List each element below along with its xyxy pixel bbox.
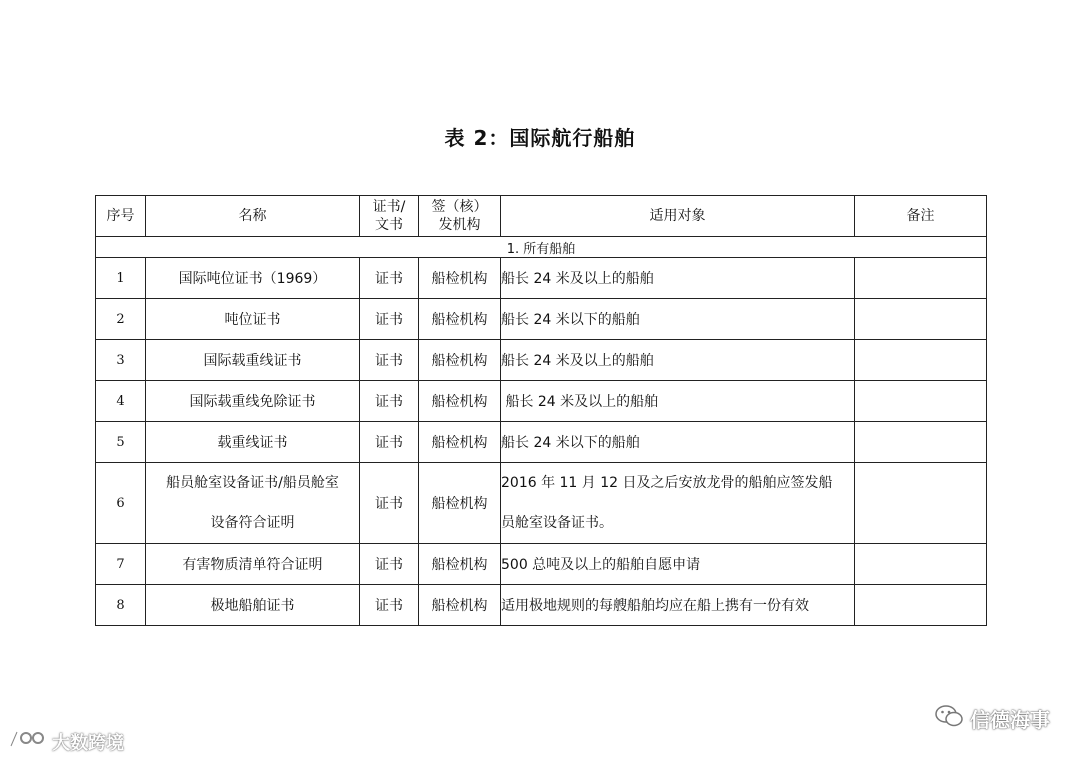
header-name: 名称 [146, 196, 360, 237]
cell-name: 国际载重线证书 [146, 340, 360, 381]
watermark-right-text: 信德海事 [970, 708, 1050, 732]
cell-remark [855, 258, 987, 299]
cell-issuer: 船检机构 [419, 585, 501, 626]
cell-type: 证书 [360, 258, 419, 299]
header-no: 序号 [96, 196, 146, 237]
cell-scope: 船长 24 米以下的船舶 [501, 422, 855, 463]
cell-remark [855, 585, 987, 626]
cell-issuer: 船检机构 [419, 299, 501, 340]
page-title: 表 2：国际航行船舶 [444, 126, 636, 150]
cell-no: 7 [96, 544, 146, 585]
cell-scope: 船长 24 米以下的船舶 [501, 299, 855, 340]
watermark-left-text: 大数跨境 [52, 732, 124, 754]
cell-type: 证书 [360, 340, 419, 381]
brand-logo-icon [8, 728, 48, 755]
cell-type: 证书 [360, 585, 419, 626]
cell-issuer: 船检机构 [419, 381, 501, 422]
cell-type: 证书 [360, 422, 419, 463]
cell-no: 8 [96, 585, 146, 626]
wechat-icon [934, 703, 964, 734]
cell-issuer: 船检机构 [419, 463, 501, 544]
table-row [96, 544, 987, 585]
table-row [96, 340, 987, 381]
cell-no: 5 [96, 422, 146, 463]
cell-no: 3 [96, 340, 146, 381]
cell-issuer: 船检机构 [419, 258, 501, 299]
header-issuer-line2: 发机构 [438, 217, 481, 233]
table-row [96, 258, 987, 299]
table-header-row [96, 196, 987, 237]
cell-name: 国际载重线免除证书 [146, 381, 360, 422]
header-issuer-line1: 签（核） [431, 199, 488, 215]
cell-issuer: 船检机构 [419, 544, 501, 585]
cell-remark [855, 381, 987, 422]
cell-no: 2 [96, 299, 146, 340]
cell-remark [855, 299, 987, 340]
cell-scope [501, 463, 855, 544]
header-type [360, 196, 419, 237]
section-row [96, 237, 987, 258]
cell-type: 证书 [360, 381, 419, 422]
watermark-right [934, 703, 1050, 734]
cell-name: 载重线证书 [146, 422, 360, 463]
header-issuer [419, 196, 501, 237]
cell-scope: 船长 24 米及以上的船舶 [501, 258, 855, 299]
cell-type: 证书 [360, 463, 419, 544]
cell-issuer: 船检机构 [419, 340, 501, 381]
cell-remark [855, 422, 987, 463]
table-row [96, 422, 987, 463]
cell-scope: 船长 24 米及以上的船舶 [501, 381, 855, 422]
cell-scope: 船长 24 米及以上的船舶 [501, 340, 855, 381]
certificate-table [95, 195, 987, 626]
table-row [96, 299, 987, 340]
cell-no: 6 [96, 463, 146, 544]
cell-remark [855, 463, 987, 544]
cell-type: 证书 [360, 299, 419, 340]
header-type-line1: 证书/ [372, 199, 406, 215]
cell-name: 极地船舶证书 [146, 585, 360, 626]
cell-name: 吨位证书 [146, 299, 360, 340]
header-remark: 备注 [855, 196, 987, 237]
cell-name: 有害物质清单符合证明 [146, 544, 360, 585]
cell-remark [855, 544, 987, 585]
cell-scope: 500 总吨及以上的船舶自愿申请 [501, 544, 855, 585]
cell-type: 证书 [360, 544, 419, 585]
table-row [96, 585, 987, 626]
cell-remark [855, 340, 987, 381]
watermark-left [8, 728, 124, 755]
cell-name-line2: 设备符合证明 [210, 515, 295, 531]
section-title: 1. 所有船舶 [96, 237, 987, 258]
cell-name [146, 463, 360, 544]
cell-scope-line2: 员舱室设备证书。 [501, 515, 613, 531]
cell-no: 1 [96, 258, 146, 299]
cell-scope-line1: 2016 年 11 月 12 日及之后安放龙骨的船舶应签发船 [501, 475, 833, 491]
cell-name-line1: 船员舱室设备证书/船员舱室 [166, 475, 339, 491]
header-scope: 适用对象 [501, 196, 855, 237]
cell-name: 国际吨位证书（1969） [146, 258, 360, 299]
cell-scope: 适用极地规则的每艘船舶均应在船上携有一份有效 [501, 585, 855, 626]
cell-issuer: 船检机构 [419, 422, 501, 463]
header-type-line2: 文书 [375, 217, 403, 233]
table-row [96, 381, 987, 422]
table-row [96, 463, 987, 544]
cell-no: 4 [96, 381, 146, 422]
